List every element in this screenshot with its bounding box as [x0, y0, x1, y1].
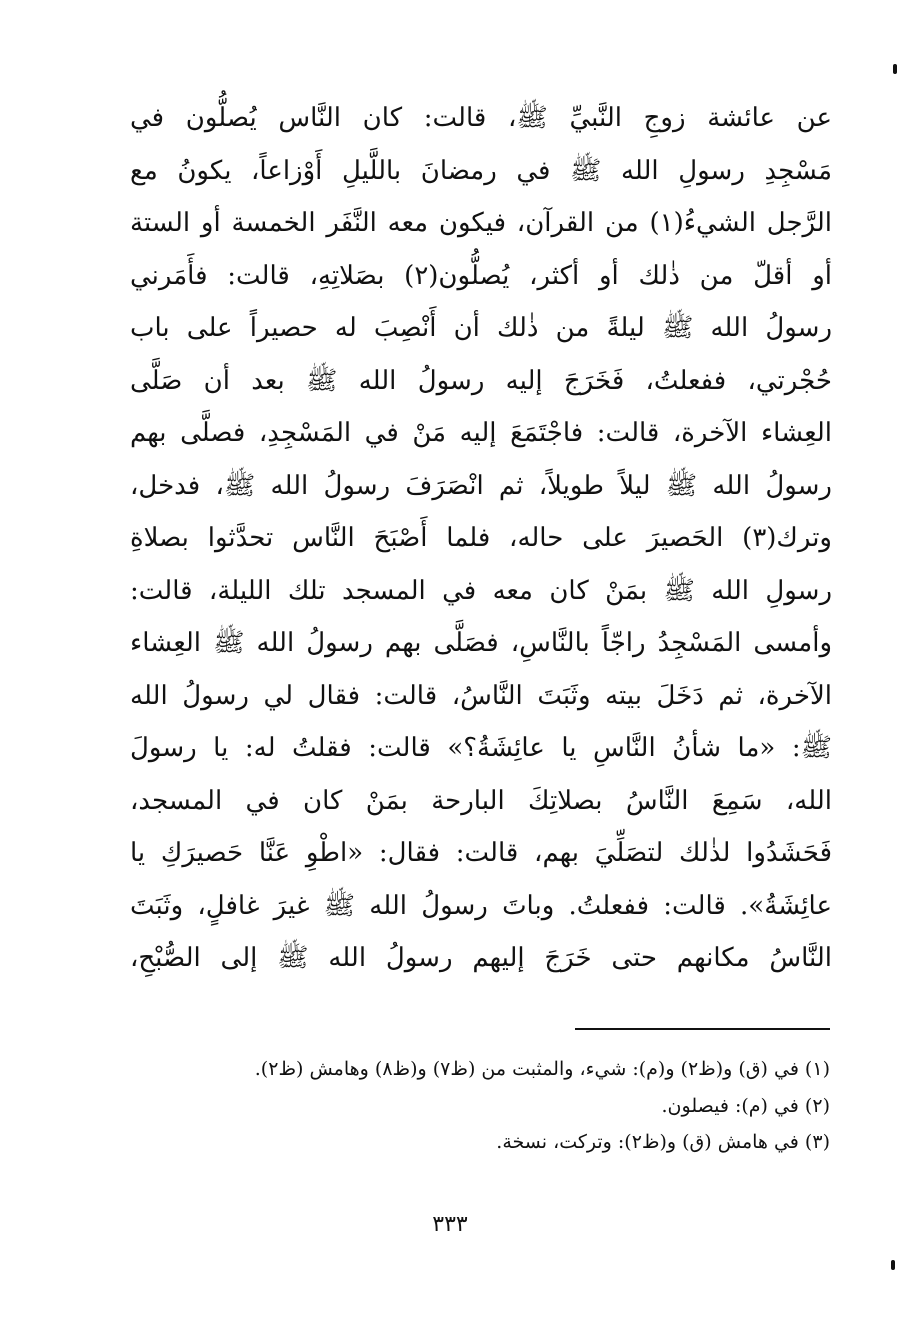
body-line: فَحَشَدُوا لذٰلك لتصَلِّيَ بهم، قالت: فقال: «اطْوِ عَنَّا حَصيرَكِ يا: [130, 838, 832, 868]
footnote-3: (٣) في هامش (ق) و(ظ٢): وتركت، نسخة.: [496, 1131, 830, 1153]
body-line: الرَّجل الشيءُ(١) من القرآن، فيكون معه النَّفَر الخمسة أو الستة: [130, 208, 833, 238]
edge-mark: [893, 64, 897, 74]
body-line: رسولُ الله ﷺ ليلةً من ذٰلك أن أَنْصِبَ له حصيراً على باب: [130, 313, 832, 343]
body-line: الآخرة، ثم دَخَلَ بيته وثَبَتَ النَّاسُ، قالت: فقال لي رسولُ الله: [130, 680, 832, 711]
body-line: رسولُ الله ﷺ ليلاً طويلاً، ثم انْصَرَفَ رسولُ الله ﷺ، فدخل،: [130, 470, 832, 501]
body-line: ﷺ: «ما شأنُ النَّاسِ يا عائِشَةُ؟» قالت: فقلتُ له: يا رسولَ: [130, 733, 832, 763]
footnotes: [130, 1050, 830, 1160]
body-line: النَّاسُ مكانهم حتى خَرَجَ إليهم رسولُ الله ﷺ إلى الصُّبْحِ،: [130, 943, 832, 973]
body-line: مَسْجِدِ رسولِ الله ﷺ في رمضانَ باللَّيلِ أَوْزاعاً، يكونُ مع: [130, 155, 832, 186]
footnote-2: (٢) في (م): فيصلون.: [661, 1095, 830, 1117]
body-line: عن عائشة زوجِ النَّبيِّ ﷺ، قالت: كان النَّاس يُصلُّون في: [130, 103, 832, 133]
footnote-separator: [575, 1028, 830, 1030]
page-number: ٣٣٣: [432, 1212, 468, 1237]
body-line: العِشاء الآخرة، قالت: فاجْتَمَعَ إليه مَنْ في المَسْجِدِ، فصلَّى بهم: [130, 418, 832, 448]
body-line: حُجْرتي، ففعلتُ، فَخَرَجَ إليه رسولُ الله ﷺ بعد أن صَلَّى: [130, 365, 832, 396]
body-line: وترك(٣) الحَصيرَ على حاله، فلما أَصْبَحَ النَّاس تحدَّثوا بصلاةِ: [130, 523, 832, 553]
edge-mark: [891, 1260, 895, 1270]
body-line: الله، سَمِعَ النَّاسُ بصلاتِكَ البارحة بمَنْ كان في المسجد،: [130, 785, 832, 816]
body-line: أو أقلّ من ذٰلك أو أكثر، يُصلُّون(٢) بصَلاتِهِ، قالت: فأَمَرني: [130, 260, 832, 291]
body-line: عائِشَةُ». قالت: ففعلتُ. وباتَ رسولُ الله ﷺ غيرَ غافلٍ، وثَبَتَ: [130, 890, 832, 921]
body-line: رسولِ الله ﷺ بمَنْ كان معه في المسجد تلك الليلة، قالت:: [130, 575, 832, 606]
footnote-1: (١) في (ق) و(ظ٢) و(م): شيء، والمثبت من (ظ٧) و(ظ٨) وهامش (ظ٢).: [254, 1058, 830, 1080]
hadith-body-text: [130, 92, 832, 985]
body-line: وأمسى المَسْجِدُ راجّاً بالنَّاسِ، فصَلَّى بهم رسولُ الله ﷺ العِشاء: [130, 628, 833, 658]
